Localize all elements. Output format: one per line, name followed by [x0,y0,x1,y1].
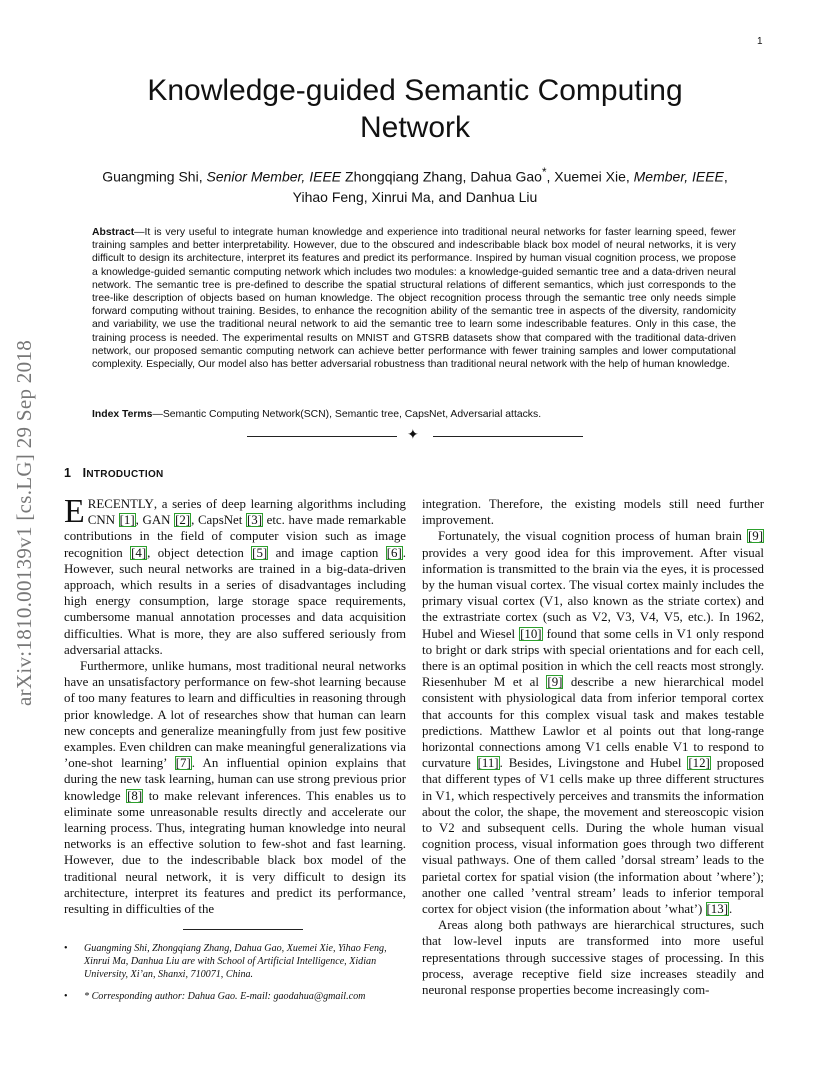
author-list [60,163,770,207]
citation-link[interactable]: [13] [706,902,728,917]
body-text: . [729,902,733,917]
citation-link[interactable]: [9] [747,529,763,544]
citation-link[interactable]: [12] [688,756,710,771]
body-text: , a series of deep learning algorithms including CNN [87,497,406,528]
body-text: found that some cells in V1 only respond to bright or dark strips with special orientations and for each cell, there is an optimal position in which the cell reacts most strongly. Riesenhuber M et al [422,626,765,690]
body-text: , CapsNet [191,513,246,528]
body-text: Areas along both pathways are hierarchical structures, such that low-level inputs are transformed into more useful representations through successive stages of processing. In this process, average receptive field size increases steadily and neuronal response properties become increasingly com- [422,918,764,998]
page-number: 1 [757,36,763,47]
citation-link[interactable]: [8] [127,788,143,803]
citation-link[interactable]: [11] [477,756,499,771]
diamond-icon: ✦ [407,428,419,443]
body-text: to make relevant inferences. This enables us to eliminate some unreasonable results directly and accelerate our learning process. Thus, integrating human knowledge into neural networks is an effective solution to few-shot and fast learning. However, due to the indescribable black box model of the traditional neural network, it is very difficult to design its architecture, interpret its features and predict its performance, resulting in difficulties of the [64,788,406,917]
section-title-initial: I [82,466,87,480]
index-terms [92,408,736,421]
body-text: integration. Therefore, the existing models still need further improvement. [422,497,764,528]
citation-link[interactable]: [10] [520,626,542,641]
abstract [92,226,736,371]
index-terms-label: Index Terms [92,409,153,420]
body-text: proposed that different types of V1 cells make up three different structures in V1, which respectively perceives and transmits the information about the color, the shape, the movement and stereoscopic vision to V2 and subsequent cells. During the whole human visual cognition process, visual information goes through two different visual pathways. One of them called ’dorsal stream’ leads to the parietal cortex for spatial vision (the information about ’where’); another one called ’ventral stream’ leads to inferior temporal cortex for object vision (the information about ’what’) [422,756,765,917]
body-text: and image caption [268,545,386,560]
citation-link[interactable]: [2] [175,513,191,528]
footnote-text: Guangming Shi, Zhongqiang Zhang, Dahua Gao, Xuemei Xie, Yihao Feng, Xinrui Ma, Danhua Liu are with School of Artificial Intelligence, Xidian University, Xi’an, Shanxi, 710071, China. [84,943,387,980]
author-membership: Senior Member, IEEE [206,168,342,185]
abstract-dash: — [134,227,145,238]
footnote-text: * Corresponding author: Dahua Gao. E-mail: gaodahua@gmail.com [84,991,366,1002]
body-text: , object detection [147,545,252,560]
paragraph [64,493,406,658]
section-separator [247,430,583,442]
author-membership: Member, IEEE [633,168,724,185]
body-text: . Besides, Livingstone and Hubel [499,756,688,771]
footnote-corresponding-author [64,990,406,1003]
section-heading-introduction [64,466,164,480]
author-text: , [723,168,728,185]
citation-link[interactable]: [3] [246,513,262,528]
author-text: , Xuemei Xie, [546,168,634,185]
lead-word: RECENTLY [87,497,154,511]
left-column [64,493,406,917]
author-text: Yihao Feng, Xinrui Ma, and Danhua Liu [292,188,538,205]
paragraph [64,658,406,917]
paragraph [422,917,764,998]
bullet-icon: • [64,943,68,954]
section-title-rest: NTRODUCTION [86,469,164,480]
abstract-text: It is very useful to integrate human knowledge and experience into traditional neural networks for faster learning speed, fewer training samples and better interpretability. However, due to the obscured and indescribable black box model of neural networks, it is very difficult to design its architecture, interpret its features and predict its performance. Inspired by human visual cognition process, we propose a knowledge-guided semantic computing network which includes two modules: a knowledge-guided semantic tree and a data-driven neural network. The semantic tree is pre-defined to describe the spatial structural relations of different semantics, which just corresponds to the tree-like description of objects based on human knowledge. The object recognition process through the semantic tree only needs simple forward computing without training. Besides, to enhance the recognition ability of the semantic tree in aspects of the diversity, randomicity and variability, we use the traditional neural network to aid the semantic tree to learn some indescribable features. Only in this case, the training process is needed. The experimental results on MNIST and GTSRB datasets show that compared with the traditional data-driven network, our proposed semantic computing network can achieve better performance with fewer training samples and lower computational complexity. Especially, Our model also has better adversarial robustness than traditional neural network with the help of human knowledge. [92,227,736,371]
footnote-rule [183,929,303,930]
right-column [422,496,764,998]
body-text: Fortunately, the visual cognition process of human brain [438,529,747,544]
body-text: describe a new hierarchical model consistent with physiological data from inferior temporal cortex that accounts for this complex visual task and makes testable predictions. Matthew Lawlor et al points out that long-range horizontal connections among V1 cells enable V1 to respond to curvature [422,675,764,771]
citation-link[interactable]: [4] [131,545,147,560]
arxiv-identifier-watermark[interactable]: arXiv:1810.00139v1 [cs.LG] 29 Sep 2018 [12,339,36,707]
index-terms-text: —Semantic Computing Network(SCN), Semantic tree, CapsNet, Adversarial attacks. [152,409,542,420]
bullet-icon: • [64,991,68,1002]
body-text: . An influential opinion explains that during the new task learning, human can use strong previous prior knowledge [64,756,406,803]
drop-cap: E [64,493,85,530]
citation-link[interactable]: [5] [252,545,268,560]
body-text: provides a very good idea for this improvement. After visual information is transmitted to the brain via the eyes, it is processed by the human visual cortex. The visual cortex mainly includes the primary visual cortex (V1, also known as the striate cortex) and the extrastriate cortex (such as V2, V3, V4, V5, etc.). In 1962, Hubel and Wiesel [422,545,764,641]
paragraph [422,496,764,528]
citation-link[interactable]: [7] [175,756,191,771]
body-text: Furthermore, unlike humans, most traditional neural networks have an unsatisfactory performance on few-shot learning because of too many features to learn and difficulties in reasoning through prior knowledge. A lot of researches show that human can learn new concepts and generalize meaningfully from just few positive examples. Even children can make meaningful generalizations via ’one-shot learning’ [64,659,406,771]
citation-link[interactable]: [1] [119,513,135,528]
body-text: , GAN [135,513,175,528]
citation-link[interactable]: [9] [547,675,563,690]
corresponding-star: * [541,166,547,179]
citation-link[interactable]: [6] [386,545,402,560]
body-text: etc. have made remarkable contributions in the field of computer vision such as image recognition [64,513,406,560]
abstract-label: Abstract [92,227,135,238]
separator-line-left [247,436,397,437]
section-number: 1 [64,466,72,480]
paper-title: Knowledge-guided Semantic Computing Network [147,74,683,144]
body-text: . However, such neural networks are trained in a big-data-driven approach, which results in a series of disadvantages including high energy consumption, large storage space requirements, cumbersome manual annotation processes and data acquisition difficulties. What is more, they are also suffered seriously from adversarial attacks. [64,545,406,657]
separator-line-right [433,436,583,437]
footnote-affiliation [64,942,406,981]
paragraph [422,528,764,917]
author-text: Guangming Shi, [102,168,207,185]
author-text: Zhongqiang Zhang, Dahua Gao [341,168,542,185]
